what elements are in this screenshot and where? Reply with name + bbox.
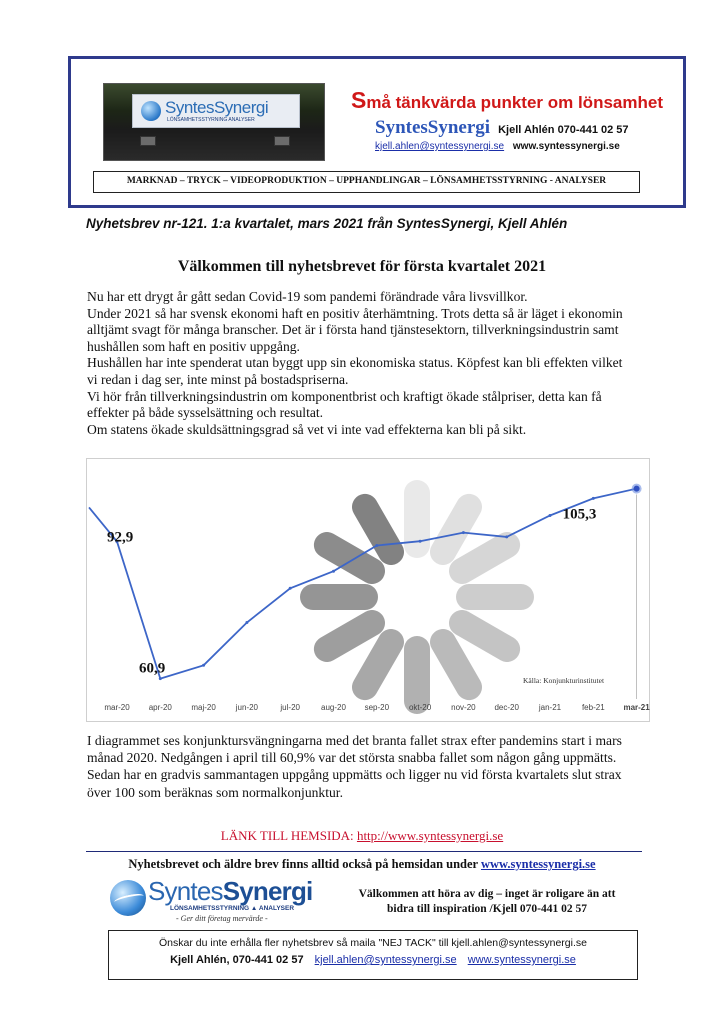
source-note: Källa: Konjunkturinstitutet	[523, 676, 605, 685]
footer-brand-sub: LÖNSAMHETSSTYRNING ▲ ANALYSER	[170, 905, 295, 912]
data-label: 60,9	[139, 660, 166, 677]
contact-website-link[interactable]: www.syntessynergi.se	[467, 954, 576, 966]
footer-website-link[interactable]: www.syntessynergi.se	[481, 857, 596, 871]
data-point	[159, 677, 162, 680]
footer-welcome	[342, 887, 632, 917]
footer-welcome-line: bidra till inspiration /Kjell 070-441 02 57	[387, 903, 587, 915]
x-tick-label: aug-20	[321, 703, 346, 712]
chart-container	[86, 458, 650, 722]
analysis-line: I diagrammet ses konjunktursvängningarna med det branta fallet strax efter pandemins start i mars	[87, 733, 622, 748]
intro-line: alltjämt svagt för många branscher. Det är i första hand tjänstesektorn, tillverkningsindustrin samt	[87, 322, 619, 338]
x-tick-label: jun-20	[235, 703, 259, 712]
intro-line: hushållen som haft en positiv uppgång.	[87, 338, 300, 354]
x-tick-label: dec-20	[494, 703, 519, 712]
x-tick-label: okt-20	[408, 703, 432, 712]
header-email-link[interactable]: kjell.ahlen@syntessynergi.se	[375, 141, 505, 152]
footer-slogan: - Ger ditt företag mervärde -	[176, 914, 268, 923]
unsubscribe-contact	[109, 954, 637, 966]
data-point	[592, 497, 595, 500]
welcome-heading: Välkommen till nyhetsbrevet för första kvartalet 2021	[177, 258, 547, 275]
photo-logo-board	[132, 94, 300, 128]
analysis-line: över 100 som beräknas som normalkonjunktur.	[87, 784, 343, 800]
clasp-icon	[140, 136, 156, 146]
header-brand: SyntesSynergi	[375, 117, 491, 138]
data-point	[375, 544, 378, 547]
intro-line: Hushållen har inte spenderat utan byggt upp sin ekonomiska status. Köpfest kan bli effekten vilket	[87, 355, 623, 371]
homepage-link-label: LÄNK TILL HEMSIDA:	[220, 828, 354, 843]
x-tick-label: apr-20	[148, 703, 172, 712]
clasp-icon	[274, 136, 290, 146]
header-photo	[103, 83, 325, 161]
footer-info	[0, 857, 724, 872]
data-label: 92,9	[107, 529, 134, 546]
data-point	[419, 540, 422, 543]
intro-line: vi redan i dag ser, inte minst på bostadspriserna.	[87, 371, 349, 387]
header-website[interactable]: www.syntessynergi.se	[512, 141, 620, 152]
header-banner	[68, 56, 686, 208]
spinner-spoke	[462, 545, 507, 571]
spinner-watermark-icon	[313, 493, 521, 701]
spinner-spoke	[443, 642, 469, 687]
globe-icon	[110, 880, 146, 916]
homepage-link-line	[0, 828, 724, 844]
photo-brand: SyntesSynergi	[165, 98, 269, 117]
data-point	[289, 587, 292, 590]
analysis-text	[87, 732, 667, 801]
intro-line: Om statens ökade skuldsättningsgrad så vet vi inte vad effekterna kan bli på sikt.	[87, 421, 527, 437]
footer-brand: SyntesSynergi	[148, 876, 313, 906]
spinner-spoke	[443, 507, 469, 552]
analysis-line: månad 2020. Nedgången i april till 60,9% var det största snabba fallet som någon gång uppmätts.	[87, 750, 617, 766]
x-tick-label: mar-20	[104, 703, 130, 712]
photo-brand-sub: LÖNSAMHETSSTYRNING ANALYSER	[167, 117, 255, 123]
header-brand-line	[375, 117, 629, 139]
intro-text	[87, 289, 667, 438]
data-point	[462, 531, 465, 534]
homepage-link[interactable]: http://www.syntessynergi.se	[356, 828, 504, 843]
intro-line: Vi hör från tillverkningsindustrin om komponentbrist och kraftigt ökade stålpriser, detta kan få	[87, 388, 602, 404]
data-point	[549, 514, 552, 517]
data-point	[505, 535, 508, 538]
footer-logo	[110, 876, 330, 926]
intro-line: Under 2021 så har svensk ekonomi haft en positiv återhämtning. Trots detta så är läget i ekonomin	[87, 305, 623, 321]
line-chart	[87, 459, 651, 723]
footer-welcome-line: Välkommen att höra av dig – inget är roligare än att	[358, 888, 616, 900]
analysis-line: Sedan har en gradvis sammantagen uppgång uppmätts och ligger nu vid första kvartalets slut strax	[87, 767, 622, 783]
x-tick-label: sep-20	[364, 703, 390, 712]
header-title: Små tänkvärda punkter om lönsamhet	[351, 87, 663, 113]
unsubscribe-text: Önskar du inte erhålla fler nyhetsbrev så maila "NEJ TACK" till kjell.ahlen@syntessynergi.se	[159, 937, 587, 949]
x-tick-label: feb-21	[581, 703, 605, 712]
spinner-spoke	[327, 623, 372, 649]
unsubscribe-box	[108, 930, 638, 980]
services-banner: MARKNAD – TRYCK – VIDEOPRODUKTION – UPPHANDLINGAR – LÖNSAMHETSSTYRNING - ANALYSER	[93, 171, 640, 193]
footer-divider	[86, 851, 642, 852]
x-tick-label: mar-21	[623, 703, 650, 712]
contact-email-link[interactable]: kjell.ahlen@syntessynergi.se	[314, 954, 457, 966]
data-point	[245, 621, 248, 624]
footer-info-text: Nyhetsbrevet och äldre brev finns alltid också på hemsidan under	[128, 857, 478, 871]
x-tick-label: nov-20	[451, 703, 476, 712]
contact-name-phone: Kjell Ahlén, 070-441 02 57	[170, 954, 304, 966]
x-tick-label: maj-20	[191, 703, 216, 712]
data-point-highlight-core	[634, 486, 640, 492]
data-point	[332, 570, 335, 573]
spinner-spoke	[365, 642, 391, 687]
data-point	[202, 664, 205, 667]
header-contact: Kjell Ahlén 070-441 02 57	[498, 124, 629, 136]
intro-line: Nu har ett drygt år gått sedan Covid-19 som pandemi förändrade våra livsvillkor.	[87, 289, 528, 304]
newsletter-id: Nyhetsbrev nr-121. 1:a kvartalet, mars 2021 från SyntesSynergi, Kjell Ahlén	[86, 216, 568, 231]
intro-line: effekter på både sysselsättning och resultat.	[87, 405, 324, 421]
data-label: 105,3	[562, 506, 597, 523]
header-links	[375, 141, 620, 152]
spinner-spoke	[327, 545, 372, 571]
globe-icon	[141, 101, 161, 121]
x-tick-label: jan-21	[538, 703, 562, 712]
x-tick-label: jul-20	[280, 703, 300, 712]
spinner-spoke	[462, 623, 507, 649]
